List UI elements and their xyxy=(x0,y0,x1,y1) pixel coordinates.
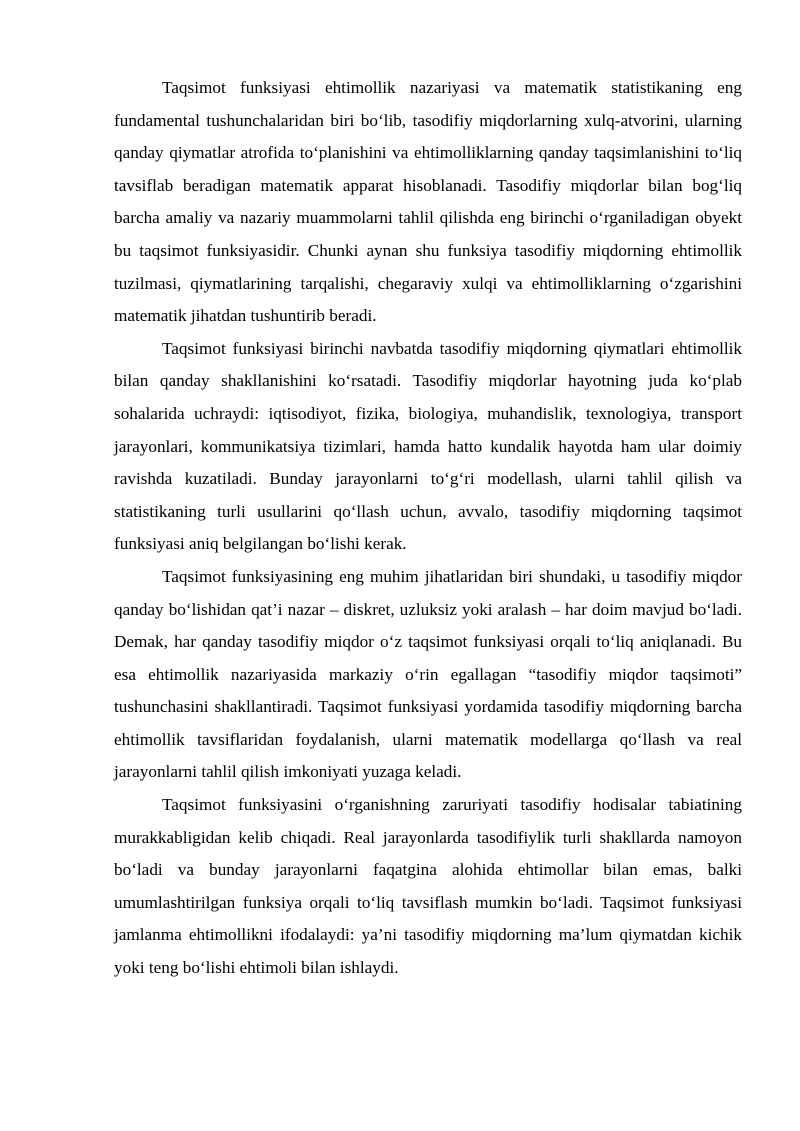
paragraph-4: Taqsimot funksiyasini o‘rganishning zaruriyati tasodifiy hodisalar tabiatining murakkabligidan kelib chiqadi. Real jarayonlarda tasodifiylik turli shakllarda namoyon bo‘ladi va bunday jarayonlarni faqatgina alohida ehtimollar bilan emas, balki umumlashtirilgan funksiya orqali to‘liq tavsiflash mumkin bo‘ladi. Taqsimot funksiyasi jamlanma ehtimollikni ifodalaydi: ya’ni tasodifiy miqdorning ma’lum qiymatdan kichik yoki teng bo‘lishi ehtimoli bilan ishlaydi. xyxy=(114,795,742,978)
paragraph-1: Taqsimot funksiyasi ehtimollik nazariyasi va matematik statistikaning eng fundamental tushunchalaridan biri bo‘lib, tasodifiy miqdorlarning xulq-atvorini, ularning qanday qiymatlar atrofida to‘planishini va ehtimolliklarning qanday taqsimlanishini to‘liq tavsiflab beradigan matematik apparat hisoblanadi. Tasodifiy miqdorlar bilan bog‘liq barcha amaliy va nazariy muammolarni tahlil qilishda eng birinchi o‘rganiladigan obyekt bu taqsimot funksiyasidir. Chunki aynan shu funksiya tasodifiy miqdorning ehtimollik tuzilmasi, qiymatlarining tarqalishi, chegaraviy xulqi va ehtimolliklarning o‘zgarishini matematik jihatdan tushuntirib beradi. xyxy=(114,78,742,326)
paragraph-2: Taqsimot funksiyasi birinchi navbatda tasodifiy miqdorning qiymatlari ehtimollik bilan qanday shakllanishini ko‘rsatadi. Tasodifiy miqdorlar hayotning juda ko‘plab sohalarida uchraydi: iqtisodiyot, fizika, biologiya, muhandislik, texnologiya, transport jarayonlari, kommunikatsiya tizimlari, hamda hatto kundalik hayotda ham ular doimiy ravishda kuzatiladi. Bunday jarayonlarni to‘g‘ri modellash, ularni tahlil qilish va statistikaning turli usullarini qo‘llash uchun, avvalo, tasodifiy miqdorning taqsimot funksiyasi aniq belgilangan bo‘lishi kerak. xyxy=(114,338,742,554)
document-page xyxy=(114,72,742,985)
paragraph-3: Taqsimot funksiyasining eng muhim jihatlaridan biri shundaki, u tasodifiy miqdor qanday bo‘lishidan qat’i nazar – diskret, uzluksiz yoki aralash – har doim mavjud bo‘ladi. Demak, har qanday tasodifiy miqdor o‘z taqsimot funksiyasi orqali to‘liq aniqlanadi. Bu esa ehtimollik nazariyasida markaziy o‘rin egallagan “tasodifiy miqdor taqsimoti” tushunchasini shakllantiradi. Taqsimot funksiyasi yordamida tasodifiy miqdorning barcha ehtimollik tavsiflaridan foydalanish, ularni matematik modellarga qo‘llash va real jarayonlarni tahlil qilish imkoniyati yuzaga keladi. xyxy=(114,566,742,782)
